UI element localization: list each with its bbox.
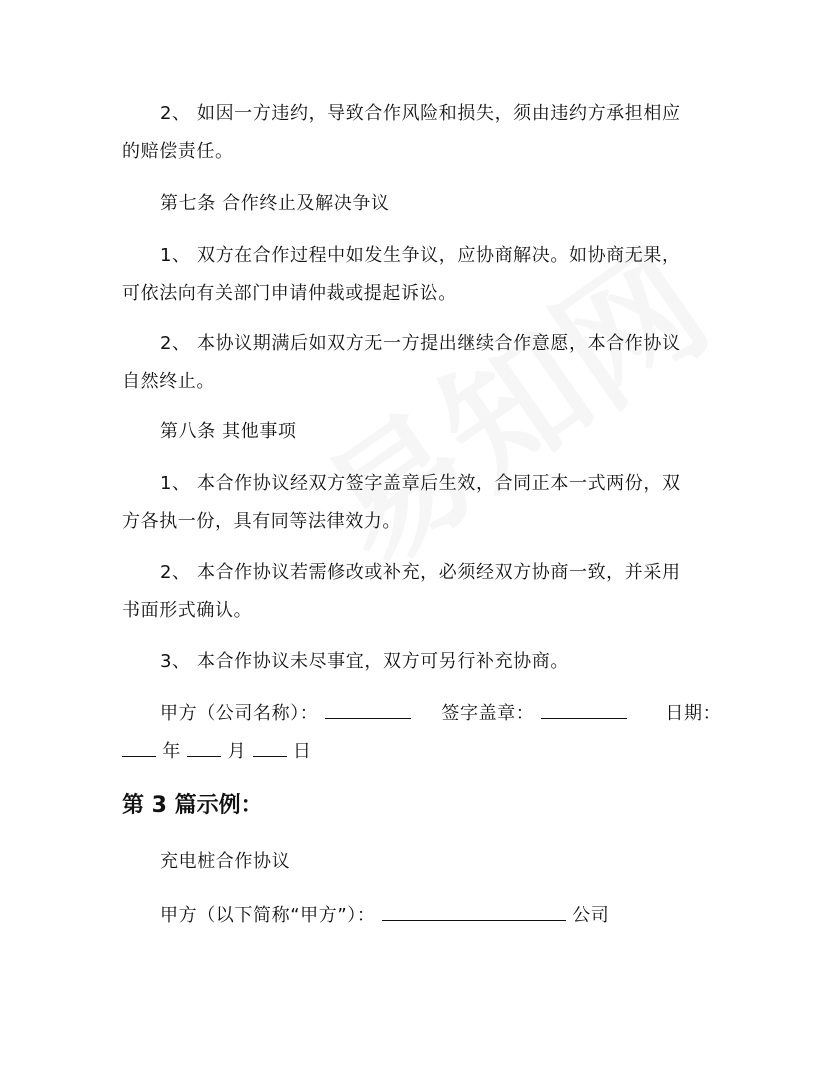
- day-label: 日: [292, 741, 312, 762]
- day-blank[interactable]: [253, 738, 287, 757]
- party-name-blank[interactable]: [325, 700, 411, 719]
- clause-line: 2、 如因一方违约，导致合作风险和损失，须由违约方承担相应: [160, 103, 681, 124]
- clause-line: 2、 本协议期满后如双方无一方提出继续合作意愿，本合作协议: [160, 333, 681, 354]
- signature-line: [160, 700, 750, 726]
- clause-line: 3、 本合作协议未尽事宜，双方可另行补充协商。: [160, 651, 569, 672]
- clause-line: 1、 双方在合作过程中如发生争议，应协商解决。如协商无果，: [160, 245, 681, 266]
- year-label: 年: [162, 741, 181, 762]
- article-heading: 第七条 合作终止及解决争议: [160, 193, 390, 214]
- seal-blank[interactable]: [541, 700, 627, 719]
- month-blank[interactable]: [187, 738, 221, 757]
- year-blank[interactable]: [122, 738, 156, 757]
- clause-line: 自然终止。: [122, 371, 215, 392]
- party-name-label: 甲方（公司名称）：: [160, 703, 319, 724]
- date-line: [122, 738, 712, 764]
- date-label: 日期：: [665, 703, 722, 724]
- clause-line: 可依法向有关部门申请仲裁或提起诉讼。: [122, 283, 457, 304]
- clause-line: 方各执一份，具有同等法律效力。: [122, 511, 401, 532]
- seal-label: 签字盖章：: [441, 703, 535, 724]
- party-a-suffix: 公司: [572, 905, 610, 926]
- party-a-line: [160, 902, 750, 928]
- document-title: 充电桩合作协议: [160, 851, 291, 872]
- clause-line: 1、 本合作协议经双方签字盖章后生效，合同正本一式两份，双: [160, 473, 681, 494]
- section-heading: 第 3 篇示例：: [122, 793, 263, 818]
- party-a-label: 甲方（以下简称“甲方”）：: [160, 905, 376, 926]
- clause-line: 书面形式确认。: [122, 600, 253, 621]
- month-label: 月: [227, 741, 247, 762]
- party-a-blank[interactable]: [382, 902, 566, 921]
- article-heading: 第八条 其他事项: [160, 421, 297, 442]
- clause-line: 的赔偿责任。: [122, 141, 234, 162]
- clause-line: 2、 本合作协议若需修改或补充，必须经双方协商一致，并采用: [160, 562, 681, 583]
